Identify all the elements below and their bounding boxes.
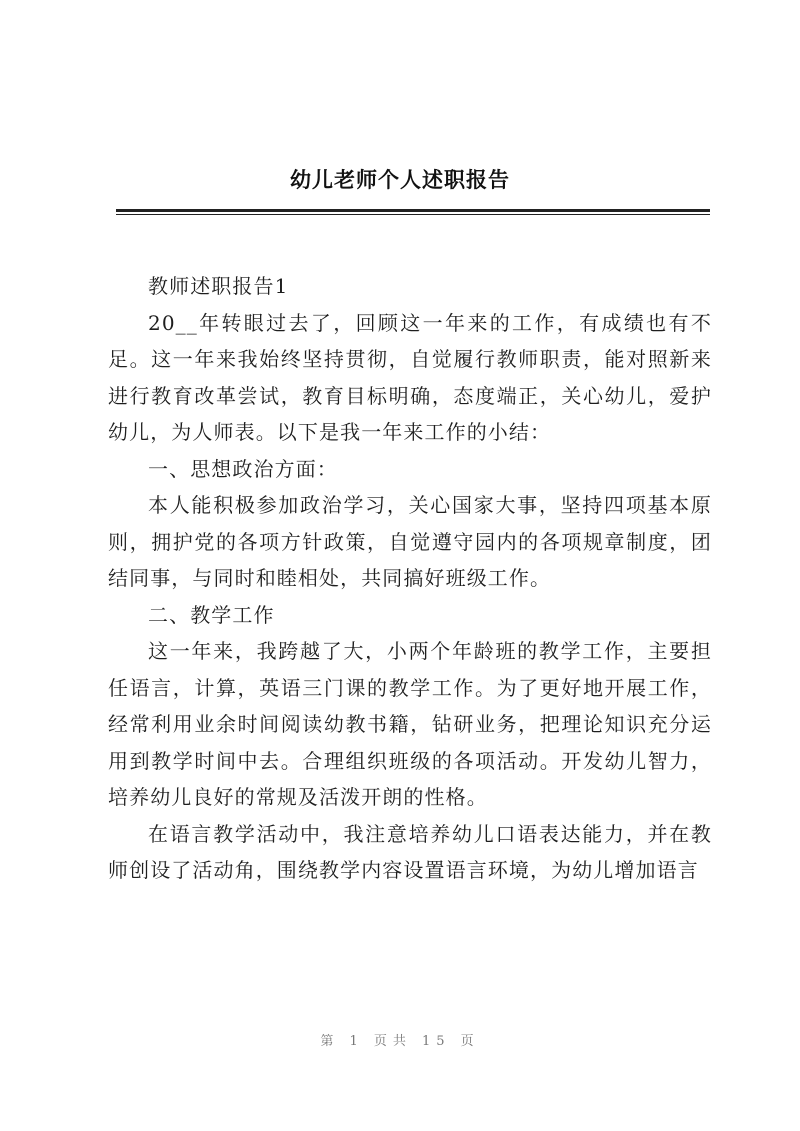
section-heading-politics: 一、思想政治方面：	[148, 456, 338, 481]
paragraph-report-heading: 教师述职报告1	[148, 274, 289, 298]
title-underline-thin	[116, 214, 710, 215]
document-body	[108, 268, 712, 889]
paragraph-teaching: 这一年来，我跨越了大，小两个年龄班的教学工作，主要担任语言，计算，英语三门课的教学工作。为了更好地开展工作，经常利用业余时间阅读幼教书籍，钻研业务，把理论知识充分运用到教学时间中去。合理组织班级的各项活动。开发幼儿智力，培养幼儿良好的常规及活泼开朗的性格。	[108, 639, 712, 809]
title-underline	[116, 209, 710, 212]
page-footer: 第 1 页共 15 页	[320, 1034, 480, 1049]
section-heading-teaching: 二、教学工作	[148, 602, 275, 627]
paragraph-politics: 本人能积极参加政治学习，关心国家大事，坚持四项基本原则，拥护党的各项方针政策，自觉遵守园内的各项规章制度，团结同事，与同时和睦相处，共同搞好班级工作。	[108, 493, 712, 590]
paragraph-intro: 20__年转眼过去了，回顾这一年来的工作，有成绩也有不足。这一年来我始终坚持贯彻，自觉履行教师职责，能对照新来进行教育改革尝试，教育目标明确，态度端正，关心幼儿，爱护幼儿，为人师表。以下是我一年来工作的小结：	[108, 310, 712, 444]
paragraph-language-teaching: 在语言教学活动中，我注意培养幼儿口语表达能力，并在教师创设了活动角，围绕教学内容设置语言环境，为幼儿增加语言	[108, 821, 712, 882]
document-title: 幼儿老师个人述职报告	[290, 168, 510, 192]
